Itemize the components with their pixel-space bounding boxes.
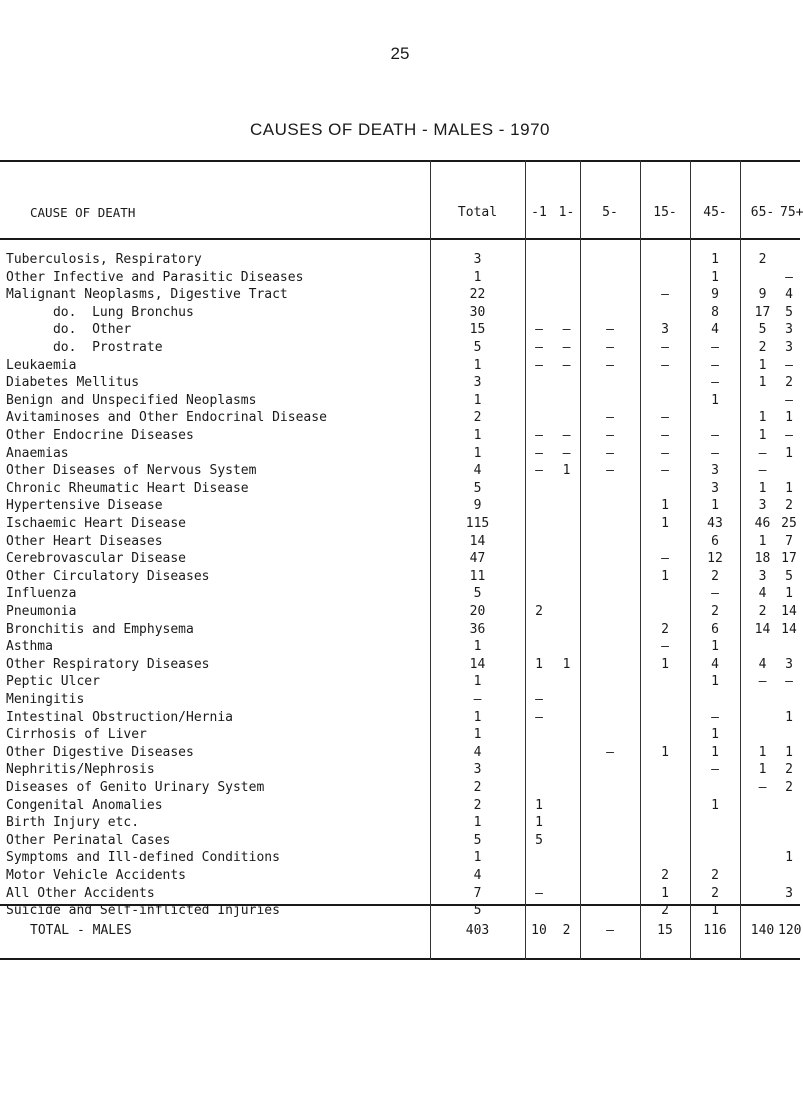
row-a-65: 5 (758, 322, 767, 338)
row-cause: Other Respiratory Diseases (6, 656, 210, 672)
row-a-15: 1 (661, 568, 669, 584)
row-total: 1 (473, 357, 482, 373)
row-cause: Asthma (6, 639, 53, 655)
row-cause: Meningitis (6, 692, 85, 707)
row-a-1: 1 (562, 656, 571, 672)
total-value: 403 (465, 923, 490, 938)
row-a-45: 4 (711, 322, 719, 338)
header-age-45: 45- (703, 205, 727, 220)
row-a-45: 1 (711, 744, 719, 760)
row-a-u1: 1 (535, 656, 543, 672)
row-total: 7 (473, 885, 482, 901)
row-a-45: – (711, 375, 719, 391)
row-total: 1 (473, 445, 482, 461)
row-a-15: 1 (661, 656, 669, 672)
row-a-75: 1 (785, 850, 793, 866)
row-a-5: – (606, 322, 614, 338)
row-a-45: 1 (711, 252, 719, 267)
row-a-1: – (562, 340, 571, 355)
row-cause: Other Circulatory Diseases (6, 568, 210, 584)
row-a-45: 1 (711, 674, 719, 690)
row-a-75: – (785, 392, 793, 408)
row-a-45: 3 (711, 480, 719, 496)
row-total: 3 (473, 762, 482, 778)
row-a-75: 3 (785, 885, 793, 901)
row-a-45: – (711, 586, 719, 602)
row-a-75: 1 (785, 744, 793, 760)
row-a-5: – (606, 428, 614, 443)
row-total: 30 (469, 304, 486, 320)
row-a-45: – (711, 709, 719, 725)
row-a-65: 14 (754, 621, 771, 637)
total-age-45: 116 (703, 923, 727, 938)
row-a-u1: – (535, 445, 543, 461)
row-cause: Anaemias (6, 445, 69, 461)
row-cause: Pneumonia (6, 604, 77, 619)
row-a-15: 1 (661, 885, 669, 901)
row-a-u1: – (535, 885, 543, 901)
row-cause: Cirrhosis of Liver (6, 727, 147, 743)
total-age-75: 120 (778, 923, 802, 938)
row-a-45: 1 (711, 797, 719, 813)
row-a-75: 14 (781, 604, 797, 619)
row-cause: Symptoms and Ill-defined Conditions (6, 850, 280, 866)
row-a-65: 9 (758, 287, 767, 303)
row-total: 115 (465, 516, 490, 531)
col-rule (580, 160, 581, 960)
row-total: 5 (473, 832, 482, 848)
total-label: TOTAL - MALES (30, 923, 132, 938)
row-total: 47 (469, 551, 486, 567)
row-a-75: – (785, 357, 793, 373)
row-a-75: 3 (785, 322, 793, 338)
row-a-u1: 2 (535, 604, 543, 619)
row-a-5: – (606, 445, 614, 461)
row-a-15: – (661, 410, 669, 426)
row-cause: Other Digestive Diseases (6, 744, 194, 760)
row-a-65: 2 (758, 340, 767, 355)
row-a-65: 1 (758, 357, 767, 373)
row-a-u1: – (535, 322, 543, 338)
row-a-15: – (661, 551, 669, 567)
row-total: 1 (473, 850, 482, 866)
row-a-75: 3 (785, 340, 793, 355)
row-a-65: 46 (754, 516, 771, 531)
row-a-65: 1 (758, 428, 767, 443)
row-a-65: 1 (758, 375, 767, 391)
row-a-15: 1 (661, 498, 669, 514)
row-a-1: – (562, 428, 571, 443)
header-age-under1: -1 (531, 205, 547, 220)
row-a-75: 2 (785, 762, 793, 778)
row-a-15: 1 (661, 744, 669, 760)
row-cause: Ischaemic Heart Disease (6, 516, 187, 531)
row-a-15: – (661, 428, 669, 443)
total-age-15: 15 (657, 923, 673, 938)
row-total: 1 (473, 269, 482, 285)
row-a-45: 2 (711, 568, 719, 584)
row-a-15: – (661, 357, 669, 373)
row-a-45: 6 (711, 621, 719, 637)
row-total: 1 (473, 392, 482, 408)
total-age-1: 2 (562, 923, 571, 938)
row-total: 1 (473, 674, 482, 690)
row-a-5: – (606, 744, 614, 760)
row-a-45: 1 (711, 727, 719, 743)
row-a-65: 2 (758, 252, 767, 267)
row-a-u1: – (535, 692, 543, 707)
page-number: 25 (390, 44, 410, 63)
row-a-15: 3 (661, 322, 669, 338)
row-a-65: 1 (758, 410, 767, 426)
row-a-75: – (785, 674, 793, 690)
row-a-75: 7 (785, 533, 793, 549)
row-total: 9 (473, 498, 482, 514)
row-total: 1 (473, 709, 482, 725)
row-cause: All Other Accidents (6, 885, 155, 901)
row-cause: Malignant Neoplasms, Digestive Tract (6, 287, 288, 303)
row-a-15: 1 (661, 516, 669, 531)
row-a-65: – (758, 463, 767, 479)
row-a-75: 2 (785, 780, 793, 795)
row-total: 36 (469, 621, 486, 637)
row-a-45: 1 (711, 269, 719, 285)
row-a-75: 3 (785, 656, 793, 672)
row-total: – (473, 692, 482, 707)
row-total: 11 (469, 568, 486, 584)
row-a-75: 17 (781, 551, 797, 567)
row-cause: do. Other (6, 322, 132, 338)
row-total: 22 (469, 287, 486, 303)
row-a-65: 17 (754, 304, 771, 320)
row-total: 5 (473, 340, 482, 355)
row-a-75: 1 (785, 410, 793, 426)
row-a-15: 2 (661, 903, 669, 919)
row-a-u1: – (535, 709, 543, 725)
row-a-45: – (711, 357, 719, 373)
row-cause: do. Prostrate (6, 340, 163, 355)
row-total: 1 (473, 639, 482, 655)
row-a-u1: – (535, 463, 543, 479)
header-age-15: 15- (653, 205, 677, 220)
row-a-u1: 1 (535, 797, 543, 813)
row-a-45: – (711, 445, 719, 461)
row-a-75: 14 (781, 621, 797, 637)
row-total: 1 (473, 428, 482, 443)
row-a-75: 1 (785, 709, 793, 725)
table-top-rule (0, 160, 800, 162)
row-a-u1: 1 (535, 815, 543, 831)
row-a-5: – (606, 340, 614, 355)
total-age-under1: 10 (531, 923, 547, 938)
row-a-65: 1 (758, 480, 767, 496)
row-a-45: 2 (711, 868, 719, 883)
row-total: 3 (473, 375, 482, 391)
row-total: 5 (473, 480, 482, 496)
total-age-65: 140 (750, 923, 775, 938)
row-a-65: – (758, 780, 767, 795)
row-a-65: 2 (758, 604, 767, 619)
row-a-15: – (661, 287, 669, 303)
row-cause: Peptic Ulcer (6, 674, 100, 690)
row-a-45: 1 (711, 392, 719, 408)
row-total: 1 (473, 815, 482, 831)
row-cause: Suicide and Self-inflicted Injuries (6, 903, 280, 919)
row-total: 1 (473, 727, 482, 743)
row-cause: Other Heart Diseases (6, 533, 163, 549)
row-a-65: 4 (758, 586, 767, 602)
row-a-75: 1 (785, 445, 793, 461)
row-a-45: 9 (711, 287, 719, 303)
row-a-65: 1 (758, 762, 767, 778)
row-total: 15 (469, 322, 486, 338)
row-cause: Leukaemia (6, 357, 77, 373)
row-a-45: 1 (711, 498, 719, 514)
row-cause: Hypertensive Disease (6, 498, 163, 514)
row-a-45: – (711, 428, 719, 443)
row-a-15: – (661, 445, 669, 461)
row-cause: Other Perinatal Cases (6, 832, 171, 848)
row-a-u1: 5 (535, 832, 543, 848)
row-total: 14 (469, 656, 486, 672)
row-a-75: 25 (781, 516, 797, 531)
row-a-1: – (562, 445, 571, 461)
header-total: Total (457, 205, 498, 220)
row-total: 5 (473, 903, 482, 919)
row-total: 14 (469, 533, 486, 549)
row-cause: Other Infective and Parasitic Diseases (6, 269, 304, 285)
causes-of-death-table (0, 160, 803, 1060)
row-a-75: 4 (785, 287, 793, 303)
page-title: CAUSES OF DEATH - MALES - 1970 (250, 120, 550, 139)
row-a-65: 1 (758, 744, 767, 760)
row-total: 4 (473, 744, 482, 760)
row-cause: Bronchitis and Emphysema (6, 621, 194, 637)
header-age-75: 75+ (780, 205, 803, 220)
row-a-1: 1 (562, 463, 571, 479)
row-total: 3 (473, 252, 482, 267)
row-a-65: – (758, 674, 767, 690)
table-bottom-rule (0, 958, 800, 960)
row-a-75: 1 (785, 586, 793, 602)
row-cause: Nephritis/Nephrosis (6, 762, 155, 778)
total-age-5: – (606, 923, 614, 938)
row-a-45: 3 (711, 463, 719, 479)
row-cause: Diseases of Genito Urinary System (6, 780, 265, 795)
row-a-5: – (606, 357, 614, 373)
row-a-45: 8 (711, 304, 719, 320)
row-a-15: – (661, 463, 669, 479)
row-total: 20 (469, 604, 486, 619)
row-cause: Intestinal Obstruction/Hernia (6, 709, 233, 725)
row-a-1: – (562, 357, 571, 373)
row-a-45: – (711, 762, 719, 778)
header-cause: CAUSE OF DEATH (30, 205, 136, 220)
row-total: 2 (473, 797, 482, 813)
row-a-75: 5 (785, 568, 793, 584)
row-total: 2 (473, 780, 482, 795)
row-cause: Motor Vehicle Accidents (6, 868, 187, 883)
row-a-45: 1 (711, 903, 719, 919)
row-a-45: 43 (707, 516, 723, 531)
row-a-5: – (606, 463, 614, 479)
row-a-15: – (661, 340, 669, 355)
row-a-75: 2 (785, 375, 793, 391)
row-cause: Cerebrovascular Disease (6, 551, 187, 567)
header-age-1: 1- (558, 205, 575, 220)
row-cause: do. Lung Bronchus (6, 304, 194, 320)
row-cause: Tuberculosis, Respiratory (6, 252, 202, 267)
row-a-15: 2 (661, 621, 669, 637)
row-cause: Diabetes Mellitus (6, 375, 140, 391)
row-a-5: – (606, 410, 614, 426)
row-a-u1: – (535, 357, 543, 373)
row-cause: Other Diseases of Nervous System (6, 463, 257, 479)
row-a-15: 2 (661, 868, 669, 883)
row-a-65: 18 (754, 551, 771, 567)
row-cause: Congenital Anomalies (6, 797, 163, 813)
row-a-45: 6 (711, 533, 719, 549)
row-a-65: 4 (758, 656, 767, 672)
row-cause: Avitaminoses and Other Endocrinal Disease (6, 410, 327, 426)
row-a-75: – (785, 269, 793, 285)
row-a-65: – (758, 445, 767, 461)
row-a-65: 1 (758, 533, 767, 549)
header-age-65: 65- (750, 205, 775, 220)
row-a-45: 1 (711, 639, 719, 655)
header-bottom-rule (0, 238, 800, 240)
row-a-75: – (785, 428, 793, 443)
row-cause: Chronic Rheumatic Heart Disease (6, 480, 249, 496)
row-a-45: 4 (711, 656, 719, 672)
row-a-75: 2 (785, 498, 793, 514)
row-total: 4 (473, 463, 482, 479)
row-a-u1: – (535, 428, 543, 443)
row-a-15: – (661, 639, 669, 655)
row-cause: Birth Injury etc. (6, 815, 140, 831)
row-total: 4 (473, 868, 482, 883)
row-a-u1: – (535, 340, 543, 355)
row-a-65: 3 (758, 498, 767, 514)
row-cause: Other Endocrine Diseases (6, 428, 194, 443)
row-cause: Benign and Unspecified Neoplasms (6, 392, 257, 408)
row-a-45: – (711, 340, 719, 355)
row-a-75: 1 (785, 480, 793, 496)
header-age-5: 5- (602, 205, 618, 220)
row-total: 5 (473, 586, 482, 602)
row-a-45: 2 (711, 604, 719, 619)
row-a-45: 12 (707, 551, 723, 567)
row-cause: Influenza (6, 586, 77, 602)
row-total: 2 (473, 410, 482, 426)
row-a-75: 5 (785, 304, 793, 320)
row-a-45: 2 (711, 885, 719, 901)
row-a-1: – (562, 322, 571, 338)
row-a-65: 3 (758, 568, 767, 584)
